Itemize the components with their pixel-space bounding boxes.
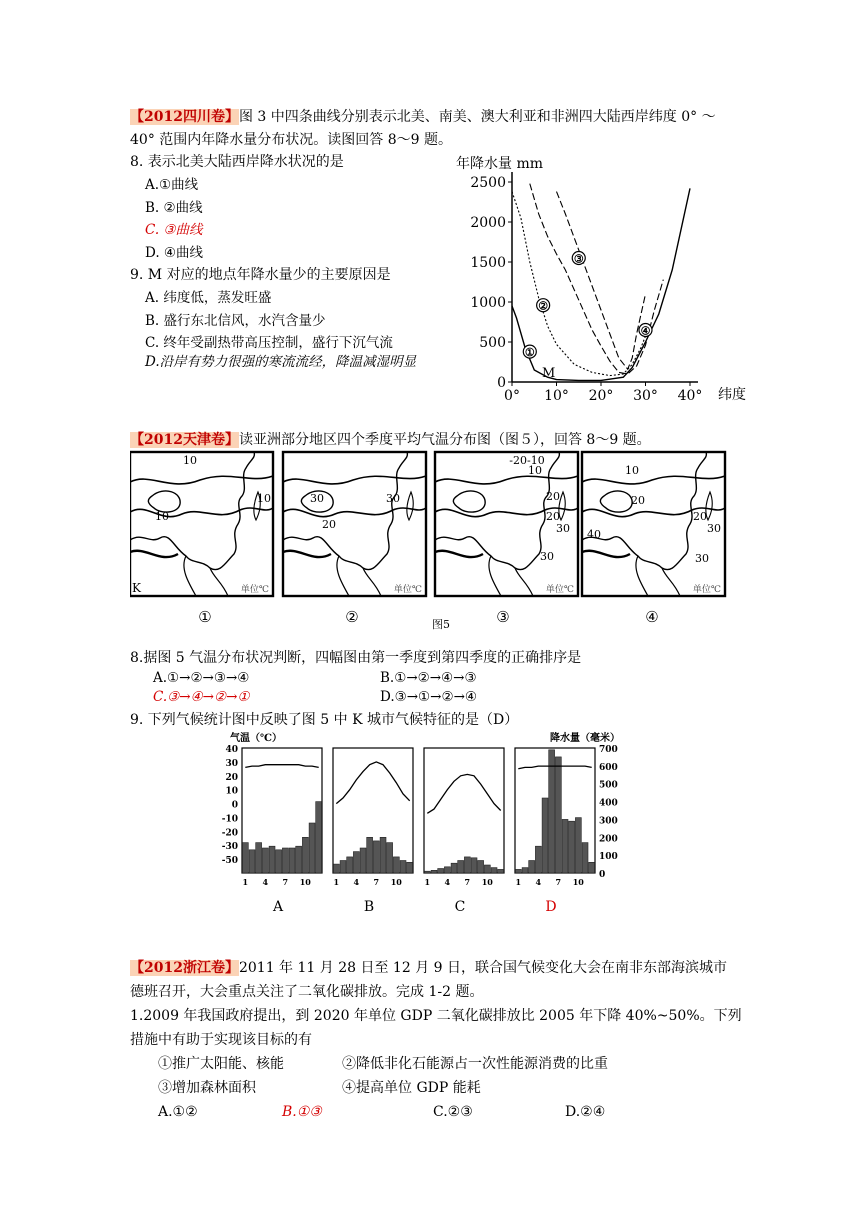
isotherm-label: 10 xyxy=(625,464,639,477)
precip-bar xyxy=(393,857,399,873)
precip-bar xyxy=(256,843,262,873)
precip-bar xyxy=(316,802,322,873)
precip-bar xyxy=(347,857,353,873)
temp-tick-label: -20 xyxy=(221,828,238,839)
precip-bar xyxy=(407,862,413,873)
temperature-map-3 xyxy=(435,452,578,596)
s2-q9: 9. 下列气候统计图中反映了图 5 中 K 城市气候特征的是（D） xyxy=(130,712,519,728)
isotherm-label: 30 xyxy=(695,552,709,565)
precip-bar xyxy=(522,868,528,873)
precip-bar xyxy=(491,868,497,873)
y-tick-label: 2500 xyxy=(470,175,506,191)
precip-bar xyxy=(458,861,464,874)
precip-bar xyxy=(340,861,346,874)
s1-q8-option-a: A.①曲线 xyxy=(145,177,199,193)
precip-bar xyxy=(478,861,484,874)
precip-tick-label: 700 xyxy=(599,745,618,755)
panel-label-C: C xyxy=(454,899,466,915)
isotherm-label: 30 xyxy=(707,522,721,535)
precip-bar xyxy=(367,837,373,873)
precip-bar xyxy=(498,869,504,873)
precip-bar xyxy=(542,798,548,873)
s1-q8-option-b: B. ②曲线 xyxy=(145,200,203,216)
month-tick-label: 4 xyxy=(444,877,451,887)
x-tick-label: 10° xyxy=(544,388,569,404)
chart-annotation-m: M xyxy=(542,366,556,381)
s1-q9-option-a: A. 纬度低，蒸发旺盛 xyxy=(145,290,272,306)
isotherm-label: 10 xyxy=(528,464,542,477)
month-tick-label: 4 xyxy=(353,877,360,887)
s1-q8-option-c: C. ③曲线 xyxy=(145,222,203,238)
isotherm-label: 20 xyxy=(631,494,645,507)
s1-q8: 8. 表示北美大陆西岸降水状况的是 xyxy=(130,154,344,170)
map-label-4: ④ xyxy=(645,608,659,626)
precip-bar xyxy=(431,870,437,873)
month-tick-label: 1 xyxy=(515,877,522,887)
climate-panel-D xyxy=(515,748,595,915)
precip-bar xyxy=(242,843,248,873)
map-frame xyxy=(283,452,426,596)
figure-caption: 图5 xyxy=(432,618,450,630)
s1-q9-option-d: D.沿岸有势力很强的寒流流经，降温减湿明显 xyxy=(145,354,417,370)
temp-tick-label: 30 xyxy=(225,758,238,769)
temperature-map-2 xyxy=(283,452,426,596)
s2-q8-option-a: A.①→②→③→④ xyxy=(153,670,250,686)
month-tick-label: 10 xyxy=(572,877,584,887)
series-label-3: ③ xyxy=(573,252,584,266)
s1-q9-option-c: C. 终年受副热带高压控制，盛行下沉气流 xyxy=(145,335,393,351)
map-label-2: ② xyxy=(345,608,359,626)
precip-tick-label: 100 xyxy=(599,852,618,863)
precip-tick-label: 300 xyxy=(599,816,618,827)
s3-answer-c: C.②③ xyxy=(433,1104,473,1120)
climate-panel-B xyxy=(333,748,413,915)
y-tick-label: 500 xyxy=(479,335,506,351)
isotherm-label: 30 xyxy=(310,492,324,505)
isotherm-label: 10 xyxy=(183,454,197,467)
panel-label-A: A xyxy=(272,899,284,915)
precip-bar xyxy=(400,861,406,874)
isotherm-label: 30 xyxy=(556,522,570,535)
precip-tick-label: 400 xyxy=(599,798,618,809)
climate-charts xyxy=(200,728,620,923)
series-label-2: ② xyxy=(538,299,549,313)
x-tick-label: 0° xyxy=(504,388,520,404)
map-frame xyxy=(130,452,273,596)
temp-tick-label: 20 xyxy=(225,772,238,783)
temp-tick-label: -30 xyxy=(221,842,238,853)
panel-frame xyxy=(424,748,504,873)
precip-bar xyxy=(289,848,295,873)
s2-intro-line xyxy=(130,430,651,450)
map-unit-label: 单位℃ xyxy=(692,585,721,595)
y-tick-label: 1500 xyxy=(470,255,506,271)
precip-bar xyxy=(515,869,521,873)
precip-bar xyxy=(582,843,588,873)
temp-tick-label: 40 xyxy=(225,745,238,755)
isotherm-label: 20 xyxy=(546,510,560,523)
precip-bar xyxy=(444,867,450,873)
panel-frame xyxy=(333,748,413,873)
month-tick-label: 4 xyxy=(535,877,542,887)
s3-option-1: ①推广太阳能、核能 xyxy=(158,1056,284,1072)
isotherm-label: -20-10 xyxy=(509,454,545,467)
map-label-3: ③ xyxy=(496,608,510,626)
s1-q9: 9. M 对应的地点年降水量少的主要原因是 xyxy=(130,267,391,283)
precip-bar xyxy=(575,818,581,873)
temp-tick-label: 0 xyxy=(231,800,238,811)
isotherm-label: 20 xyxy=(693,510,707,523)
s1-intro-text-1: 图 3 中四条曲线分别表示北美、南美、澳大利亚和非洲四大陆西岸纬度 0° ～ xyxy=(238,109,716,125)
month-tick-label: 10 xyxy=(390,877,402,887)
y-tick-label: 2000 xyxy=(470,215,506,231)
isotherm-label: 30 xyxy=(540,550,554,563)
s3-answer-b: B.①③ xyxy=(282,1104,322,1120)
precip-bar xyxy=(562,819,568,873)
map-label-1: ① xyxy=(198,608,212,626)
isotherm-label: 20 xyxy=(546,490,560,503)
isotherm-label: 10 xyxy=(257,492,271,505)
climate-temp-label: 气温（℃） xyxy=(230,733,282,744)
precip-bar xyxy=(353,852,359,873)
s3-option-4: ④提高单位 GDP 能耗 xyxy=(342,1080,481,1096)
series-line-1 xyxy=(512,188,690,380)
temp-tick-label: -50 xyxy=(221,856,238,867)
s3-answer-d: D.②④ xyxy=(565,1104,606,1120)
s2-q8-option-b: B.①→②→④→③ xyxy=(380,670,477,686)
month-tick-label: 7 xyxy=(373,877,380,887)
s3-intro-line2: 德班召开，大会重点关注了二氧化碳排放。完成 1-2 题。 xyxy=(130,984,484,1000)
precip-bar xyxy=(296,846,302,873)
precip-tick-label: 600 xyxy=(599,762,618,773)
isotherm-label: 20 xyxy=(322,518,336,531)
precip-bar xyxy=(249,850,255,873)
precip-bar xyxy=(269,846,275,873)
x-tick-label: 30° xyxy=(633,388,658,404)
temperature-maps-figure xyxy=(130,450,790,630)
precip-bar xyxy=(380,837,386,873)
s3-intro-line1 xyxy=(130,958,727,978)
month-tick-label: 1 xyxy=(424,877,431,887)
series-label-1: ① xyxy=(524,346,535,360)
x-tick-label: 20° xyxy=(588,388,614,404)
precip-bar xyxy=(438,869,444,874)
temperature-map-1 xyxy=(130,452,273,596)
precip-bar xyxy=(282,848,288,873)
precipitation-latitude-chart xyxy=(450,150,760,410)
temperature-maps-svg xyxy=(130,450,790,630)
precip-bar xyxy=(387,843,393,873)
isotherm-label: 30 xyxy=(386,492,400,505)
map-frame xyxy=(582,452,725,596)
chart-x-axis-label: 纬度 xyxy=(718,387,746,403)
chart-y-axis-label: 年降水量 mm xyxy=(456,156,544,172)
climate-precip-label: 降水量（毫米） xyxy=(550,733,620,744)
precip-bar xyxy=(484,865,490,873)
map-unit-label: 单位℃ xyxy=(393,585,422,595)
precip-bar xyxy=(471,858,477,873)
month-tick-label: 7 xyxy=(282,877,289,887)
s3-intro-text-1: 2011 年 11 月 28 日至 12 月 9 日，联合国气候变化大会在南非东部海滨城市 xyxy=(238,960,727,976)
s1-q8-option-d: D. ④曲线 xyxy=(145,245,204,261)
month-tick-label: 1 xyxy=(333,877,340,887)
isotherm-label: 10 xyxy=(155,510,169,523)
x-tick-label: 40° xyxy=(677,388,703,404)
precip-bar xyxy=(529,861,535,874)
panel-label-D: D xyxy=(545,899,557,915)
precip-bar xyxy=(464,857,470,873)
climate-panel-A xyxy=(242,748,322,915)
precip-bar xyxy=(276,850,282,873)
temp-tick-label: -10 xyxy=(221,814,238,825)
series-label-4: ④ xyxy=(640,324,651,338)
isotherm-label: 40 xyxy=(587,528,601,541)
climate-panel-C xyxy=(424,748,504,915)
month-tick-label: 7 xyxy=(555,877,562,887)
s2-intro-text: 读亚洲部分地区四个季度平均气温分布图（图５），回答 8～9 题。 xyxy=(238,432,651,448)
map-city-k-label: K xyxy=(132,581,141,595)
precip-bar xyxy=(424,871,430,873)
month-tick-label: 7 xyxy=(464,877,471,887)
precip-bar xyxy=(569,821,575,873)
precip-bar xyxy=(549,750,555,873)
temperature-map-4 xyxy=(582,452,725,596)
precip-bar xyxy=(302,837,308,873)
precip-bar xyxy=(535,846,541,873)
panel-label-B: B xyxy=(363,899,375,915)
s2-q8: 8.据图 5 气温分布状况判断，四幅图由第一季度到第四季度的正确排序是 xyxy=(130,650,582,666)
s3-answer-a: A.①② xyxy=(158,1104,198,1120)
s3-q1-line2: 措施中有助于实现该目标的有 xyxy=(130,1032,312,1048)
y-tick-label: 0 xyxy=(497,375,506,391)
s3-q1-line1: 1.2009 年我国政府提出，到 2020 年单位 GDP 二氧化碳排放比 2005 年下降 40%~50%。下列 xyxy=(130,1008,742,1024)
s2-q8-option-c: C.③→④→②→① xyxy=(153,689,250,705)
precip-bar xyxy=(589,862,595,873)
y-tick-label: 1000 xyxy=(470,295,506,311)
s1-source-tag: 【2012四川卷】 xyxy=(130,109,239,125)
temp-tick-label: 10 xyxy=(225,786,238,797)
month-tick-label: 10 xyxy=(299,877,311,887)
s3-option-3: ③增加森林面积 xyxy=(158,1080,256,1096)
map-unit-label: 单位℃ xyxy=(545,585,574,595)
s2-q8-option-d: D.③→①→②→④ xyxy=(380,689,477,705)
month-tick-label: 1 xyxy=(242,877,249,887)
s2-source-tag: 【2012天津卷】 xyxy=(130,432,239,448)
s3-source-tag: 【2012浙江卷】 xyxy=(130,960,239,976)
precip-tick-label: 200 xyxy=(599,834,618,845)
precip-bar xyxy=(262,848,268,873)
precip-bar xyxy=(373,841,379,873)
map-unit-label: 单位℃ xyxy=(240,585,269,595)
s1-intro-line1 xyxy=(130,107,716,127)
precip-bar xyxy=(360,848,366,873)
s3-option-2: ②降低非化石能源占一次性能源消费的比重 xyxy=(342,1056,608,1072)
precip-tick-label: 0 xyxy=(599,870,606,880)
s1-q9-option-b: B. 盛行东北信风，水汽含量少 xyxy=(145,313,326,329)
month-tick-label: 10 xyxy=(481,877,493,887)
precip-bar xyxy=(333,864,339,873)
s1-intro-line2: 40° 范围内年降水量分布状况。读图回答 8～9 题。 xyxy=(130,132,452,148)
precip-bar xyxy=(451,863,457,873)
precip-bar xyxy=(555,757,561,873)
precip-bar xyxy=(309,823,315,873)
month-tick-label: 4 xyxy=(262,877,269,887)
precip-tick-label: 500 xyxy=(599,780,618,791)
